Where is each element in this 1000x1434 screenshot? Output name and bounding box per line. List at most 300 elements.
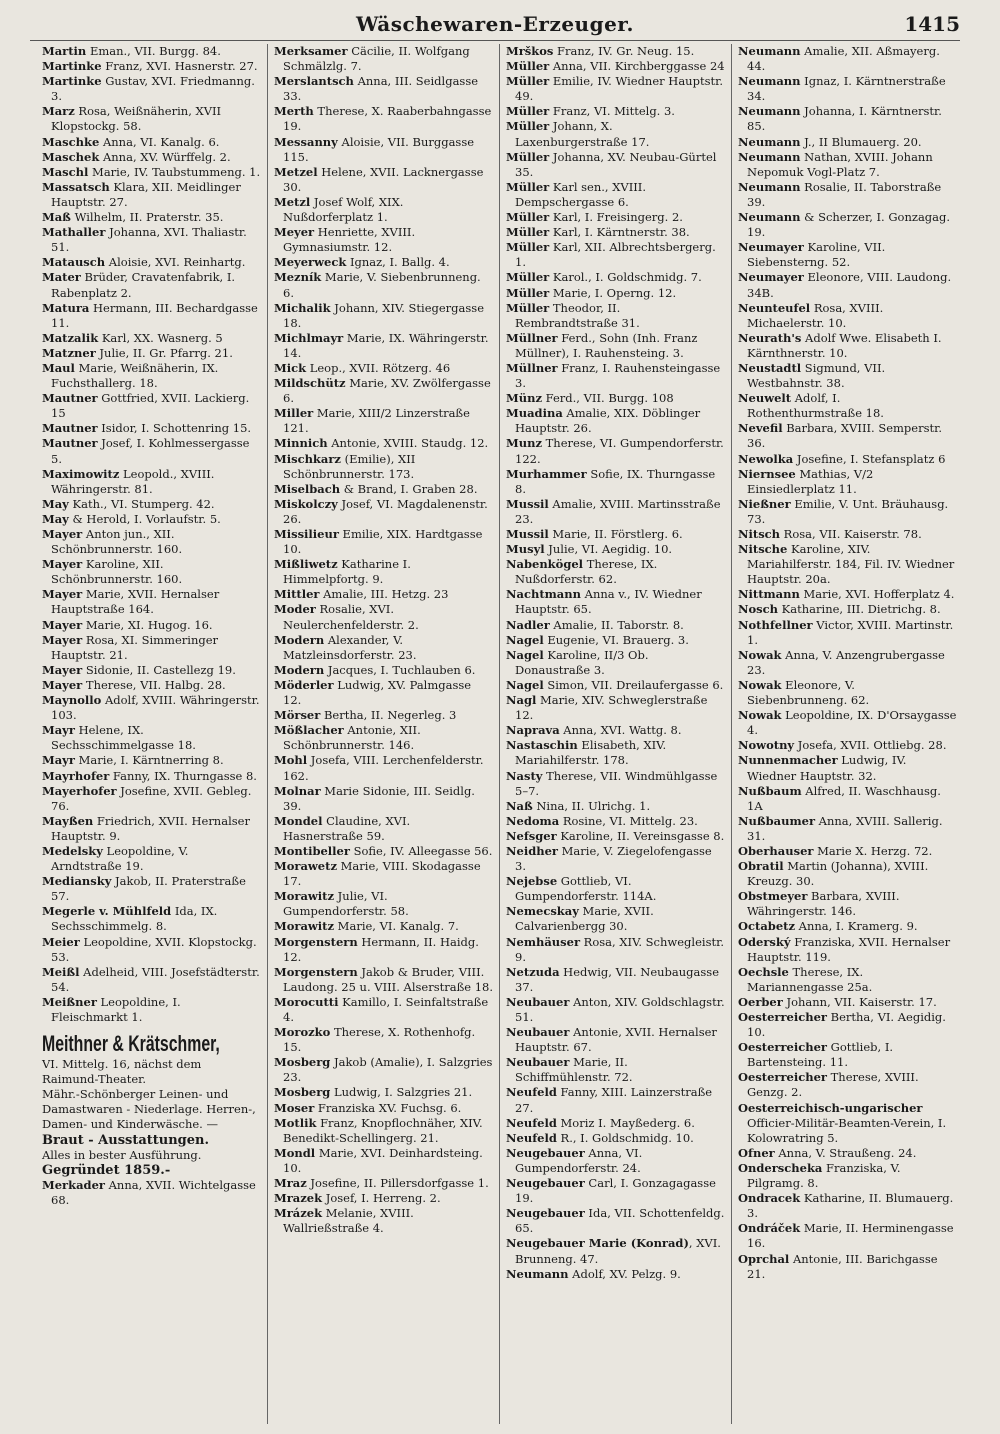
entry-details: Franz, Knopflochnäher, XIV. Benedikt-Schellingerg. 21. (283, 1115, 483, 1145)
entry-name: Mohl (274, 753, 308, 768)
entry-details: Ignaz, I. Ballg. 4. (346, 255, 450, 270)
directory-entry (738, 180, 958, 210)
entry-details: Barbara, XVIII. Währingerstr. 146. (747, 889, 900, 919)
entry-details: Fanny, IX. Thurngasse 8. (109, 768, 257, 783)
entry-details: Jakob (Amalie), I. Salzgries 23. (283, 1055, 493, 1085)
entry-name: Neumann (738, 74, 801, 89)
entry-details: Marie, XVI. Hofferplatz 4. (799, 587, 955, 602)
directory-entry (506, 180, 725, 210)
directory-entry (274, 844, 493, 859)
entry-details: Bertha, II. Negerleg. 3 (320, 708, 457, 723)
entry-details: Anton, XIV. Goldschlagstr. 51. (515, 994, 725, 1024)
page-header (30, 12, 960, 41)
directory-entry (738, 889, 958, 919)
directory-entry (506, 814, 725, 829)
entry-details: Anna, V. Anzengrubergasse 23. (747, 647, 945, 677)
directory-entry (274, 406, 493, 436)
entry-details: Kath., VI. Stumperg. 42. (68, 496, 215, 511)
entry-details: Ida, VII. Schottenfeldg. 65. (515, 1206, 725, 1236)
entry-name: Nowak (738, 677, 782, 692)
directory-entry (42, 150, 261, 165)
directory-entry (42, 270, 261, 300)
directory-entry (42, 74, 261, 104)
entry-details: Josef, I. Herreng. 2. (322, 1191, 441, 1206)
directory-entry (274, 995, 493, 1025)
directory-entry (506, 587, 725, 617)
directory-entry (274, 376, 493, 406)
entry-details: Therese, IX. Nußdorferstr. 62. (515, 557, 658, 587)
directory-entry (506, 240, 725, 270)
ad-text: Mähr.-Schönberger Leinen- und Damastwaren - Niederlage. Herren-, Damen- und Kinderwäsche. — (42, 1087, 256, 1132)
entry-details: Marie, II. Schiffmühlenstr. 72. (515, 1055, 633, 1085)
entry-details: Anna, VII. Kirchberggasse 24 (549, 59, 725, 74)
directory-entry (506, 557, 725, 587)
entry-details: Wilhelm, II. Praterstr. 35. (70, 210, 224, 225)
directory-entry (42, 165, 261, 180)
entry-name: Mößlacher (274, 723, 344, 738)
entry-name: Musyl (506, 542, 545, 557)
directory-entry (506, 874, 725, 904)
entry-name: Neufeld (506, 1085, 557, 1100)
page-number: 1415 (904, 12, 960, 36)
entry-name: Murhammer (506, 466, 587, 481)
directory-entry (274, 135, 493, 165)
directory-entry (42, 935, 261, 965)
entry-name: Müller (506, 240, 550, 255)
entry-name: Naprava (506, 723, 560, 738)
entry-details: Amalie, III. Hetzg. 23 (319, 587, 449, 602)
directory-entry (506, 1055, 725, 1085)
entry-details: Victor, XVIII. Martinstr. 1. (747, 617, 954, 647)
directory-entry (506, 406, 725, 436)
entry-details: Klara, XII. Meidlinger Hauptstr. 27. (51, 179, 241, 209)
entry-details: Sidonie, II. Castellezg 19. (82, 662, 236, 677)
directory-entry (506, 678, 725, 693)
entry-name: Müller (506, 119, 550, 134)
entry-details: Jacques, I. Tuchlauben 6. (324, 662, 476, 677)
directory-entry (738, 104, 958, 134)
entry-details: Karol., I. Goldschmidg. 7. (549, 270, 702, 285)
entry-name: Nagel (506, 632, 544, 647)
entry-details: Marie, XVII. Hernalser Hauptstraße 164. (51, 587, 220, 617)
entry-details: Anna, XVII. Wichtelgasse 68. (51, 1177, 256, 1207)
entry-details: Marie, I. Operng. 12. (549, 285, 677, 300)
entry-name: Müller (506, 300, 550, 315)
directory-entry (274, 935, 493, 965)
entry-name: Nitsch (738, 527, 781, 541)
directory-entry (506, 935, 725, 965)
directory-entry (274, 1055, 493, 1085)
directory-entry (274, 165, 493, 195)
entry-name: Müller (506, 225, 550, 240)
entry-details: Franziska, XVII. Hernalser Hauptstr. 119. (747, 934, 951, 964)
entry-details: Karl, I. Kärntnerstr. 38. (549, 225, 690, 240)
entry-name: Massatsch (42, 179, 110, 194)
entry-name: Nitsche (738, 542, 788, 557)
directory-entry (274, 919, 493, 934)
directory-entry (738, 301, 958, 331)
entry-name: Miller (274, 406, 314, 421)
entry-details: Alexander, V. Matzleinsdorferstr. 23. (283, 632, 417, 662)
directory-entry (506, 301, 725, 331)
directory-entry (42, 497, 261, 512)
entry-details: Eugenie, VI. Brauerg. 3. (543, 632, 689, 647)
entry-name: Nußbaum (738, 783, 802, 798)
entry-details: Rosa, XI. Simmeringer Hauptstr. 21. (51, 632, 219, 662)
directory-entry (738, 44, 958, 74)
entry-details: Antonie, XII. Schönbrunnerstr. 146. (283, 723, 421, 753)
directory-entry (42, 633, 261, 663)
column-3 (500, 44, 732, 1424)
entry-details: Gustav, XVI. Friedmanng. 3. (51, 74, 255, 104)
entry-name: Mrazek (274, 1191, 323, 1206)
directory-entry (506, 1025, 725, 1055)
directory-entry (738, 361, 958, 391)
entry-details: Amalie, II. Taborstr. 8. (549, 617, 684, 632)
entry-name: Moser (274, 1100, 315, 1115)
entry-details: Amalie, XIX. Döblinger Hauptstr. 26. (515, 406, 701, 436)
entry-name: Matausch (42, 255, 106, 270)
entry-details: Adelheid, VIII. Josefstädterstr. 54. (51, 964, 260, 994)
directory-entry (42, 59, 261, 74)
directory-entry (506, 1146, 725, 1176)
entry-name: Mrškos (506, 44, 554, 58)
directory-entry (274, 723, 493, 753)
entry-details: Franz, I. Rauhensteingasse 3. (515, 360, 721, 391)
directory-entry (506, 965, 725, 995)
directory-entry (274, 602, 493, 632)
directory-entry (42, 255, 261, 270)
entry-details: Josef, VI. Magdalenenstr. 26. (283, 496, 488, 526)
entry-name: Neustadtl (738, 360, 802, 375)
entry-details: Johann, X. Laxenburgerstraße 17. (515, 119, 650, 149)
directory-entry (738, 1161, 958, 1191)
ad-text: Alles in bester Ausführung. (42, 1147, 202, 1162)
entry-name: Müller (506, 270, 550, 285)
entry-name: Miselbach (274, 481, 341, 496)
entry-name: Müller (506, 210, 550, 225)
entry-name: Müller (506, 104, 550, 119)
entry-name: Mayr (42, 753, 75, 768)
directory-entry (42, 874, 261, 904)
directory-entry (274, 1085, 493, 1100)
entry-name: Merslantsch (274, 74, 354, 89)
entry-details: Franziska XV. Fuchsg. 6. (314, 1100, 462, 1115)
entry-details: Franz, VI. Mittelg. 3. (549, 104, 675, 119)
directory-entry (738, 1101, 958, 1146)
entry-name: Mosberg (274, 1085, 331, 1100)
entry-name: Mautner (42, 391, 98, 406)
directory-entry (42, 421, 261, 436)
entry-details: Helene, IX. Sechsschimmelgasse 18. (51, 723, 196, 753)
directory-entry (506, 648, 725, 678)
entry-name: Maschke (42, 134, 100, 149)
entry-name: Morocutti (274, 994, 339, 1009)
entry-name: Mick (274, 360, 307, 375)
directory-entry (506, 738, 725, 768)
column-2 (268, 44, 500, 1424)
entry-name: Nefsger (506, 828, 557, 843)
directory-entry (42, 225, 261, 255)
directory-entry (738, 542, 958, 587)
entry-name: Neumann (738, 134, 801, 149)
entry-name: Nunnenmacher (738, 753, 838, 768)
entry-details: Karl, XII. Albrechtsbergerg. 1. (515, 240, 716, 270)
directory-entry (42, 618, 261, 633)
entry-name: Neumann (738, 210, 801, 225)
entry-details: Karoline, XIV. Mariahilferstr. 184, Fil. IV. Wiedner Hauptstr. 20a. (747, 542, 955, 587)
entry-name: Neunteufel (738, 300, 811, 315)
entry-name: May (42, 511, 69, 526)
directory-entry (506, 467, 725, 497)
directory-entry (274, 225, 493, 255)
entry-details: Marie, XIV. Schweglerstraße 12. (515, 693, 708, 723)
entry-details: Therese, XVIII. Genzg. 2. (747, 1070, 919, 1100)
entry-name: Neugebauer (506, 1145, 585, 1160)
directory-entry (274, 663, 493, 678)
entry-name: Mautner (42, 436, 98, 451)
entry-details: Johanna, I. Kärntnerstr. 85. (747, 104, 942, 134)
entry-details: Sigmund, VII. Westbahnstr. 38. (747, 360, 886, 391)
entry-details: Adolf, I. Rothenthurmstraße 18. (747, 391, 884, 421)
entry-details: Marie, II. Förstlerg. 6. (548, 527, 683, 541)
entry-name: Matzalik (42, 330, 99, 345)
directory-entry (738, 270, 958, 300)
entry-details: Ludwig, XV. Palmgasse 12. (283, 677, 472, 708)
entry-details: Ferd., VII. Burgg. 108 (541, 391, 674, 406)
entry-details: Rosa, VII. Kaiserstr. 78. (780, 527, 922, 541)
entry-details: Rosine, VI. Mittelg. 23. (559, 813, 698, 828)
entry-name: Ondráček (738, 1221, 801, 1236)
directory-entry (506, 44, 725, 59)
entry-details: Marie, I. Kärntnerring 8. (74, 753, 224, 768)
entry-name: Nedoma (506, 813, 560, 828)
directory-entry (42, 361, 261, 391)
directory-entry (274, 1101, 493, 1116)
entry-name: Neubauer (506, 1055, 570, 1070)
directory-entry (506, 150, 725, 180)
entry-details: Kamillo, I. Seinfaltstraße 4. (283, 994, 489, 1024)
entry-details: Josefine, II. Pillersdorfgasse 1. (306, 1176, 489, 1191)
directory-entry (42, 814, 261, 844)
directory-entry (506, 104, 725, 119)
entry-name: Maschl (42, 164, 89, 179)
directory-entry (506, 59, 725, 74)
entry-name: Oesterreicher (738, 1070, 827, 1085)
directory-entry (738, 648, 958, 678)
entry-name: Nagel (506, 677, 544, 692)
entry-details: Helene, XVII. Lacknergasse 30. (283, 164, 484, 194)
directory-entry (738, 919, 958, 934)
entry-details: Claudine, XVI. Hasnerstraße 59. (283, 813, 411, 843)
entry-name: Neufeld (506, 1115, 557, 1130)
directory-entry (42, 995, 261, 1025)
entry-name: Meier (42, 934, 80, 949)
entry-name: Mayer (42, 662, 83, 677)
directory-entry (738, 738, 958, 753)
entry-details: Rosa, XIV. Schwegleistr. 9. (515, 934, 724, 964)
entry-name: Nothfellner (738, 617, 813, 632)
directory-entry (42, 723, 261, 753)
entry-name: Mischkarz (274, 451, 341, 466)
entry-name: Mittler (274, 587, 320, 602)
directory-entry (274, 44, 493, 74)
entry-details: Katharine, II. Blumauerg. 3. (747, 1191, 954, 1221)
directory-entry (506, 618, 725, 633)
entry-details: Marie, IV. Taubstummeng. 1. (88, 164, 261, 179)
entry-name: Mediansky (42, 874, 112, 889)
directory-entry (738, 1070, 958, 1100)
entry-details: Leopold., XVIII. Währingerstr. 81. (51, 466, 215, 496)
entry-details: Friedrich, XVII. Hernalser Hauptstr. 9. (51, 813, 250, 843)
entry-name: Mayr (42, 723, 75, 738)
entry-details: Franz, IV. Gr. Neug. 15. (553, 44, 695, 58)
directory-entry (274, 814, 493, 844)
directory-entry (274, 361, 493, 376)
directory-entry (506, 1236, 725, 1266)
column-4 (732, 44, 964, 1424)
entry-details: Karoline, II/3 Ob. Donaustraße 3. (515, 647, 649, 677)
directory-entry (274, 104, 493, 134)
directory-entry (274, 331, 493, 361)
entry-name: Morawetz (274, 859, 337, 874)
directory-entry (738, 859, 958, 889)
entry-name: Metzel (274, 164, 318, 179)
directory-entry (738, 784, 958, 814)
entry-details: Ida, IX. Sechsschimmelg. 8. (51, 904, 218, 934)
directory-entry (738, 678, 958, 708)
entry-name: Mißliwetz (274, 557, 338, 572)
entry-name: Naß (506, 798, 533, 813)
entry-details: Amalie, XII. Aßmayerg. 44. (747, 44, 940, 74)
entry-details: Simon, VII. Dreilaufergasse 6. (543, 677, 724, 692)
entry-details: J., II Blumauerg. 20. (800, 134, 922, 149)
entry-details: Marie, XVI. Deinhardsteing. 10. (283, 1145, 483, 1175)
directory-entry (738, 240, 958, 270)
ad-text: Gegründet 1859.- (42, 1162, 171, 1178)
entry-name: Nemhäuser (506, 934, 581, 949)
entry-details: Rosalie, II. Taborstraße 39. (747, 179, 942, 209)
entry-name: Mayer (42, 677, 83, 692)
entry-details: Karoline, XII. Schönbrunnerstr. 160. (51, 557, 183, 587)
entry-name: Oesterreicher (738, 1040, 827, 1055)
entry-details: & Scherzer, I. Gonzagag. 19. (747, 210, 951, 240)
directory-entry (42, 904, 261, 934)
entry-name: Müller (506, 59, 550, 74)
entry-name: Mautner (42, 421, 98, 436)
directory-entry (42, 663, 261, 678)
entry-name: Matura (42, 300, 90, 315)
entry-details: Julie, II. Gr. Pfarrg. 21. (95, 345, 233, 360)
entry-name: Mrázek (274, 1206, 323, 1221)
directory-entry (42, 391, 261, 421)
entry-name: Mayer (42, 632, 83, 647)
entry-name: Mathaller (42, 225, 106, 240)
entry-details: Hermann, II. Haidg. 12. (283, 934, 479, 964)
directory-entry (738, 708, 958, 738)
entry-name: Neumann (738, 149, 801, 164)
directory-entry (738, 467, 958, 497)
entry-details: Brüder, Cravatenfabrik, I. Rabenplatz 2. (51, 270, 236, 300)
directory-entry (506, 74, 725, 104)
directory-entry (42, 965, 261, 995)
entry-details: Franz, XVI. Hasnerstr. 27. (101, 59, 258, 74)
entry-name: Modern (274, 632, 325, 647)
entry-name: Moder (274, 602, 316, 617)
directory-entry (42, 784, 261, 814)
directory-entry (42, 678, 261, 693)
directory-entry (738, 814, 958, 844)
entry-name: Molnar (274, 783, 321, 798)
directory-entry (738, 527, 958, 542)
entry-name: Neugebauer (506, 1176, 585, 1191)
directory-entry (738, 452, 958, 467)
directory-entry (274, 784, 493, 814)
entry-details: Katharine, III. Dietrichg. 8. (778, 602, 941, 617)
entry-name: Mondel (274, 813, 323, 828)
entry-name: Morozko (274, 1025, 331, 1040)
entry-name: Mörser (274, 708, 321, 723)
directory-entry (738, 421, 958, 451)
page-title: Wäschewaren-Erzeuger. (356, 12, 634, 36)
entry-name: Müller (506, 179, 550, 194)
entry-details: , XVI. Brunneng. 47. (515, 1236, 721, 1266)
entry-details: Anna, VI. Gumpendorferstr. 24. (515, 1145, 643, 1175)
entry-name: Onderscheka (738, 1160, 823, 1175)
entry-name: Muadina (506, 406, 563, 421)
directory-entry (506, 723, 725, 738)
entry-name: Nemecskay (506, 904, 579, 919)
directory-entry (42, 557, 261, 587)
entry-details: Gottlieb, VI. Gumpendorferstr. 114A. (515, 874, 657, 904)
directory-entry (42, 753, 261, 768)
directory-entry (274, 436, 493, 451)
entry-name: Montibeller (274, 843, 350, 858)
entry-details: Josefa, VIII. Lerchenfelderstr. 162. (283, 753, 484, 783)
entry-details: Josefa, XVII. Ottliebg. 28. (794, 738, 947, 753)
directory-entry (506, 286, 725, 301)
directory-entry (274, 452, 493, 482)
entry-name: Meyerweck (274, 255, 347, 270)
entry-details: Gottlieb, I. Bartensteing. 11. (747, 1040, 894, 1070)
directory-entry (506, 844, 725, 874)
directory-entry (506, 995, 725, 1025)
directory-entry (506, 799, 725, 814)
entry-name: Möderler (274, 677, 334, 692)
directory-entry (738, 1010, 958, 1040)
entry-name: Obstmeyer (738, 889, 808, 904)
directory-entry (274, 1116, 493, 1146)
entry-name: Niernsee (738, 466, 796, 481)
entry-name: Megerle v. Mühlfeld (42, 904, 172, 919)
entry-name: Maß (42, 210, 71, 225)
directory-entry (274, 965, 493, 995)
directory-entry (506, 769, 725, 799)
entry-name: Oesterreicher (738, 1010, 827, 1024)
entry-details: Anna, XVIII. Sallerig. 31. (747, 813, 943, 843)
entry-name: Neumann (738, 44, 801, 58)
directory-entry (506, 1176, 725, 1206)
entry-details: Antonie, XVIII. Staudg. 12. (327, 436, 489, 451)
directory-entry (506, 270, 725, 285)
entry-name: Oechsle (738, 964, 789, 979)
directory-entry (274, 195, 493, 225)
entry-name: Neugebauer (506, 1206, 585, 1221)
directory-entry (274, 859, 493, 889)
directory-entry (738, 618, 958, 648)
entry-details: Rosa, XVIII. Michaelerstr. 10. (747, 300, 884, 330)
entry-details: Emilie, IV. Wiedner Hauptstr. 49. (515, 74, 723, 104)
